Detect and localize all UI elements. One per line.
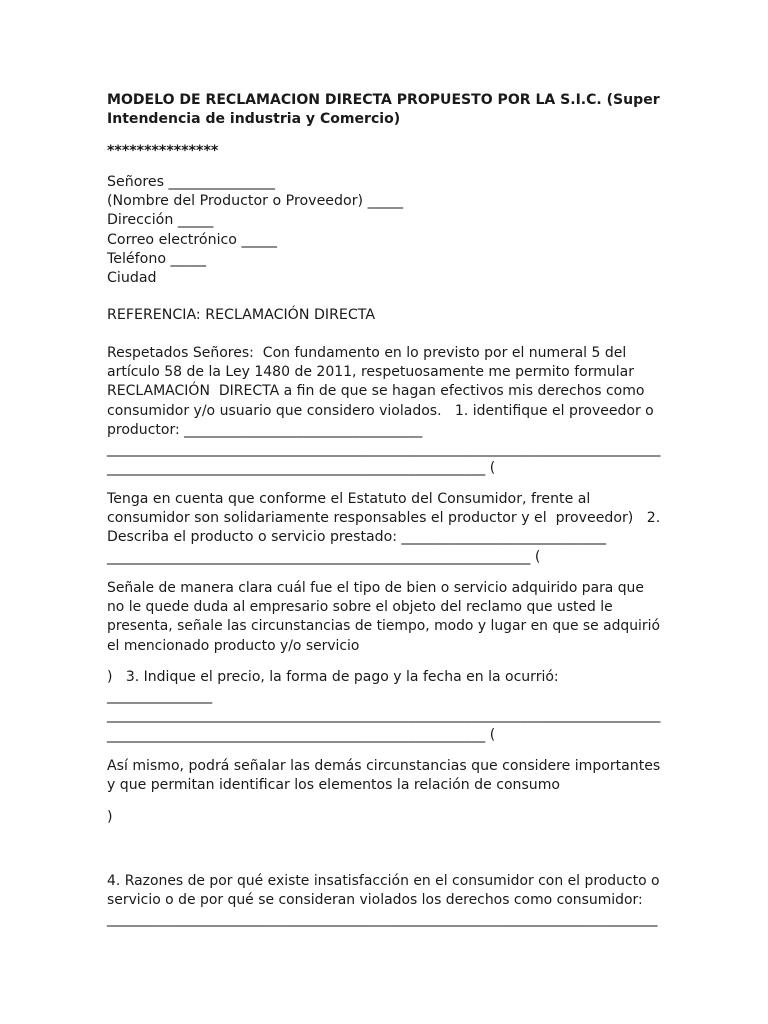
paragraph-1 — [107, 344, 667, 478]
paragraph-line: no le quede duda al empresario sobre el objeto del reclamo que usted le — [107, 599, 613, 616]
address-line: (Nombre del Productor o Proveedor) _____ — [107, 193, 404, 210]
paragraph-line: consumidor son solidariamente responsables el productor y el proveedor) 2. — [107, 510, 661, 527]
address-line: Correo electrónico _____ — [107, 231, 277, 248]
paragraph-line: consumidor y/o usuario que considero violados. 1. identifique el proveedor o — [107, 402, 654, 419]
paragraph-line: ) 3. Indique el precio, la forma de pago y la fecha en la ocurrió: — [107, 669, 559, 685]
address-line: Teléfono _____ — [107, 250, 206, 267]
paragraph-line: _______________________________________________________________________________ — [107, 440, 661, 457]
paragraph-line: Respetados Señores: Con fundamento en lo previsto por el numeral 5 del — [107, 345, 627, 361]
paragraph-line: RECLAMACIÓN DIRECTA a fin de que se hagan efectivos mis derechos como — [107, 383, 645, 400]
paragraph-line: presenta, señale las circunstancias de tiempo, modo y lugar en que se adquirió — [107, 618, 660, 635]
closing-paren — [107, 808, 113, 827]
paragraph-line: ______________________________________________________ ( — [107, 460, 496, 477]
document-title — [107, 91, 666, 129]
paragraph-line: Así mismo, podrá señalar las demás circunstancias que considere importantes — [107, 758, 661, 774]
paragraph-3 — [107, 579, 672, 656]
paragraph-4 — [107, 668, 667, 745]
paragraph-2 — [107, 490, 663, 567]
paragraph-line: _______________________________________________________________________________ — [107, 911, 658, 928]
paragraph-line: _______________ — [107, 688, 213, 705]
paragraph-line: _______________________________________________________________________________ — [107, 707, 661, 724]
paragraph-line: ______________________________________________________ ( — [107, 726, 496, 743]
paragraph-line: servicio o de por qué se consideran violados los derechos como consumidor: — [107, 892, 643, 909]
paragraph-line: ____________________________________________________________ ( — [107, 548, 541, 565]
paragraph-6 — [107, 872, 670, 930]
address-line: Señores _______________ — [107, 174, 275, 190]
address-line: Dirección _____ — [107, 212, 214, 229]
separator-stars — [107, 142, 218, 161]
paragraph-line: 4. Razones de por qué existe insatisfacción en el consumidor con el producto o — [107, 873, 660, 889]
address-block — [107, 173, 403, 288]
paragraph-line: ) — [107, 809, 113, 825]
reference-line — [107, 306, 375, 325]
address-line: Ciudad — [107, 269, 157, 286]
reference-text: REFERENCIA: RECLAMACIÓN DIRECTA — [107, 307, 376, 323]
paragraph-line: y que permitan identificar los elementos la relación de consumo — [107, 777, 560, 794]
paragraph-line: Señale de manera clara cuál fue el tipo de bien o servicio adquirido para que — [107, 580, 644, 596]
paragraph-line: Describa el producto o servicio prestado: _____________________________ — [107, 529, 607, 546]
paragraph-line: el mencionado producto y/o servicio — [107, 637, 360, 654]
paragraph-line: artículo 58 de la Ley 1480 de 2011, respetuosamente me permito formular — [107, 364, 634, 381]
paragraph-line: Tenga en cuenta que conforme el Estatuto del Consumidor, frente al — [107, 491, 591, 507]
paragraph-line: productor: __________________________________ — [107, 421, 423, 438]
title-line: MODELO DE RECLAMACION DIRECTA PROPUESTO POR LA S.I.C. (Super — [107, 92, 660, 108]
stars-line: *************** — [107, 143, 219, 159]
paragraph-5 — [107, 757, 665, 795]
title-line: Intendencia de industria y Comercio) — [107, 111, 401, 128]
